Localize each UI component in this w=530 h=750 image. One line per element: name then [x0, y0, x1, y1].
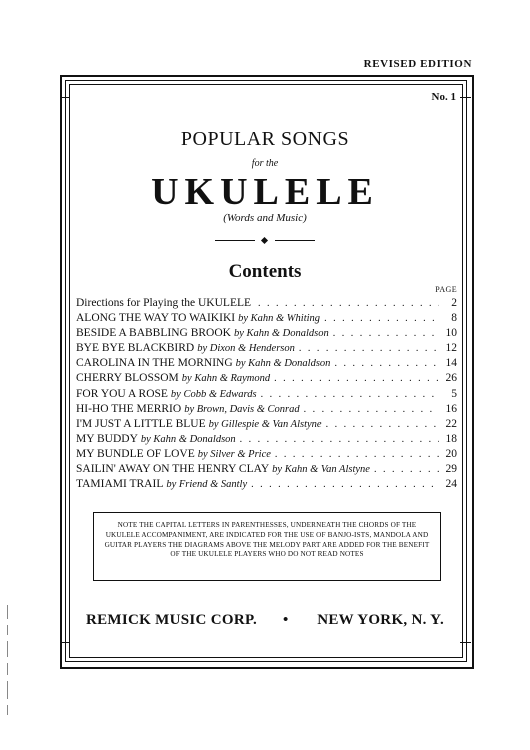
- title-ukulele: UKULELE: [151, 171, 379, 213]
- song-page: 14: [445, 357, 457, 370]
- edition-label: REVISED EDITION: [363, 58, 472, 70]
- song-page: 2: [451, 297, 457, 309]
- song-title: Directions for Playing the UKULELE: [76, 297, 252, 309]
- song-page: 8: [451, 312, 457, 325]
- contents-entry: [76, 327, 457, 342]
- song-page: 16: [445, 402, 457, 415]
- song-authors: by Kahn & Van Alstyne: [272, 464, 370, 476]
- border-rule-left-bottom: [60, 642, 70, 643]
- song-authors: by Dixon & Henderson: [197, 343, 295, 355]
- song-page: 10: [445, 327, 457, 340]
- contents-list: [76, 297, 457, 493]
- song-title: ALONG THE WAY TO WAIKIKI: [76, 312, 236, 325]
- song-title: I'M JUST A LITTLE BLUE: [76, 417, 206, 430]
- song-page: 22: [445, 417, 457, 430]
- leader-dots: [374, 464, 439, 475]
- leader-dots: [275, 449, 439, 460]
- border-rule-right-bottom: [460, 642, 471, 643]
- title-popular-songs: POPULAR SONGS: [180, 128, 350, 150]
- song-title: CHERRY BLOSSOM: [76, 372, 179, 385]
- leader-dots: [333, 328, 439, 339]
- song-authors: by Brown, Davis & Conrad: [184, 403, 300, 415]
- border-rule-right: [460, 97, 471, 98]
- song-authors: by Cobb & Edwards: [170, 388, 257, 400]
- title-for-the: for the: [251, 158, 279, 169]
- footer-separator: •: [283, 612, 289, 628]
- song-title: BYE BYE BLACKBIRD: [76, 342, 195, 355]
- song-authors: by Kahn & Whiting: [238, 313, 321, 325]
- leader-dots: [251, 479, 439, 490]
- song-page: 26: [445, 372, 457, 385]
- song-page: 29: [445, 463, 457, 476]
- note-text: NOTE THE CAPITAL LETTERS IN PARENTHESSES, UNDERNEATH THE CHORDS OF THE UKULELE ACCOMPANIMENT, ARE INDICATED FOR THE USE OF BANJO-ISTS, MANDOLA AND GUITAR PLAYERS THE DIAGRAMS ABOVE THE MELODY PART ARE ADDED FOR THE BENEFIT OF THE UKULELE PLAYERS WHO DO NOT READ NOTES: [104, 521, 430, 559]
- contents-heading: Contents: [228, 261, 302, 282]
- song-authors: by Kahn & Donaldson: [233, 328, 329, 340]
- contents-entry: [76, 463, 457, 478]
- contents-entry: [76, 418, 457, 433]
- contents-entry: [76, 433, 457, 448]
- song-authors: by Kahn & Donaldson: [140, 433, 236, 445]
- song-authors: by Kahn & Donaldson: [235, 358, 331, 370]
- contents-entry: [76, 448, 457, 463]
- song-page: 5: [451, 387, 457, 400]
- ornament-diamond-icon: [261, 237, 268, 244]
- page-column-label: PAGE: [435, 285, 457, 294]
- song-page: 24: [445, 478, 457, 491]
- song-title: MY BUDDY: [76, 432, 138, 445]
- song-page: 18: [445, 432, 457, 445]
- leader-dots: [274, 373, 439, 384]
- publisher-city: NEW YORK, N. Y.: [317, 612, 444, 628]
- ornament-line-right: [275, 240, 315, 241]
- leader-dots: [324, 313, 439, 324]
- ornament-divider: [215, 236, 315, 246]
- leader-dots: [334, 358, 439, 369]
- issue-number: No. 1: [431, 91, 456, 103]
- title-words-and-music: (Words and Music): [223, 212, 307, 224]
- song-authors: by Friend & Santly: [166, 479, 248, 491]
- song-authors: by Gillespie & Van Alstyne: [208, 418, 322, 430]
- contents-entry: [76, 342, 457, 357]
- leader-dots: [240, 434, 439, 445]
- song-authors: by Silver & Price: [197, 448, 271, 460]
- song-title: TAMIAMI TRAIL: [76, 478, 164, 491]
- contents-entry: [76, 403, 457, 418]
- border-rule-left: [60, 97, 70, 98]
- song-page: 20: [445, 447, 457, 460]
- song-title: FOR YOU A ROSE: [76, 387, 168, 400]
- contents-entry: [76, 478, 457, 493]
- contents-entry: [76, 388, 457, 403]
- ornament-line-left: [215, 240, 255, 241]
- contents-entry: [76, 312, 457, 327]
- contents-entry: [76, 297, 457, 312]
- contents-entry: [76, 372, 457, 387]
- song-authors: by Kahn & Raymond: [181, 373, 271, 385]
- song-title: SAILIN' AWAY ON THE HENRY CLAY: [76, 463, 270, 476]
- leader-dots: [326, 419, 439, 430]
- leader-dots: [299, 343, 439, 354]
- scan-edge-marks: [7, 605, 10, 745]
- song-title: HI-HO THE MERRIO: [76, 402, 182, 415]
- contents-entry: [76, 357, 457, 372]
- publisher-name: REMICK MUSIC CORP.: [86, 612, 258, 628]
- song-title: BESIDE A BABBLING BROOK: [76, 327, 231, 340]
- leader-dots: [258, 298, 439, 309]
- leader-dots: [304, 404, 439, 415]
- leader-dots: [261, 389, 439, 400]
- song-title: CAROLINA IN THE MORNING: [76, 357, 233, 370]
- song-title: MY BUNDLE OF LOVE: [76, 447, 195, 460]
- song-page: 12: [445, 342, 457, 355]
